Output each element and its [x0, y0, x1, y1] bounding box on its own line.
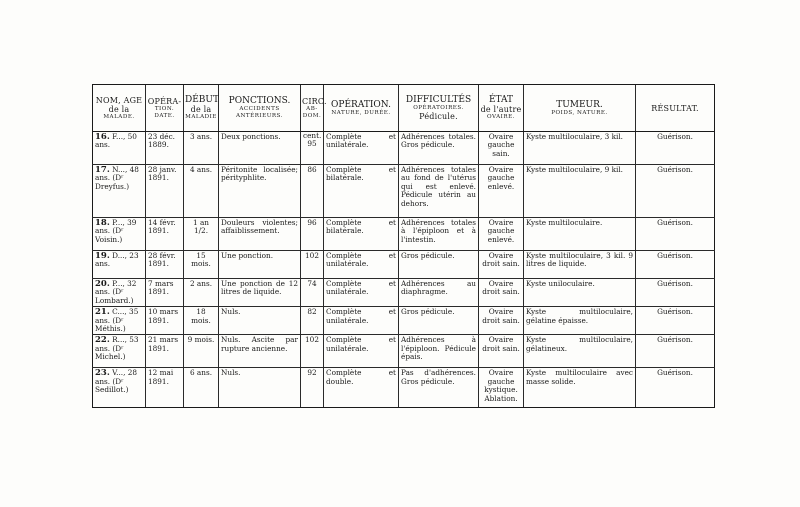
cell-patient	[93, 368, 146, 408]
cell-tumeur: Kyste multiloculaire avec masse solide.	[524, 368, 636, 408]
cell-circ	[301, 132, 324, 165]
header-line: de l'autre	[480, 105, 522, 114]
cell-debut: 4 ans.	[184, 165, 219, 218]
header-line: de la	[108, 104, 130, 114]
header-line: MALADIE	[185, 114, 217, 120]
case-number: 17.	[95, 165, 110, 175]
col-header-ponctions	[219, 85, 301, 132]
cell-patient	[93, 218, 146, 251]
cell-debut: 1 an 1/2.	[184, 218, 219, 251]
table-header	[93, 85, 715, 132]
header-line: DÉBUT	[185, 95, 219, 105]
header-line: DATE.	[154, 112, 175, 119]
cell-patient	[93, 165, 146, 218]
cell-resultat: Guérison.	[636, 335, 715, 368]
cell-circ: 96	[301, 218, 324, 251]
header-line: OPÉRA-	[147, 96, 182, 106]
header-line: AB-	[306, 105, 318, 112]
cell-operation: Complète et bilatérale.	[324, 218, 399, 251]
patient-name: N..., 48 ans. (Dʳ Dreyfus.)	[95, 165, 139, 191]
cell-difficultes: Gros pédicule.	[399, 307, 479, 335]
col-header-operation	[324, 85, 399, 132]
cell-tumeur: Kyste multiloculaire, 3 kil. 9 litres de liquide.	[524, 251, 636, 279]
header-line: RÉSULTAT.	[651, 103, 699, 113]
cell-tumeur: Kyste multiloculaire, gélatine épaisse.	[524, 307, 636, 335]
cell-operation: Complète et unilatérale.	[324, 251, 399, 279]
cell-patient	[93, 251, 146, 279]
table-row	[93, 279, 715, 307]
cell-etat: Ovaire gauche enlevé.	[479, 165, 524, 218]
header-line: OPÉRATOIRES.	[413, 105, 464, 111]
patient-name: F..., 50 ans.	[95, 132, 137, 150]
header-row	[93, 85, 715, 132]
col-header-etat	[479, 85, 524, 132]
header-line: DIFFICULTÉS	[405, 95, 472, 105]
cell-date: 28 févr. 1891.	[146, 251, 184, 279]
cell-operation: Complète et unilatérale.	[324, 279, 399, 307]
header-line: Pédicule.	[419, 112, 458, 121]
col-header-debut	[184, 85, 219, 132]
cell-circ: 102	[301, 335, 324, 368]
cell-difficultes: Adhérences totales à l'épiploon et à l'intestin.	[399, 218, 479, 251]
header-line: OVAIRE.	[487, 114, 515, 120]
case-number: 19.	[95, 251, 110, 261]
cell-circ: 82	[301, 307, 324, 335]
case-number: 21.	[95, 307, 110, 318]
unit-label: cent.	[303, 131, 322, 140]
cell-etat: Ovaire gauche sain.	[479, 132, 524, 165]
cell-etat: Ovaire droit sain.	[479, 251, 524, 279]
header-line: ACCIDENTS	[239, 106, 280, 112]
cell-ponctions: Deux ponctions.	[219, 132, 301, 165]
col-header-name	[93, 85, 146, 132]
case-number: 20.	[95, 279, 110, 289]
cell-ponctions: Douleurs violentes; affaiblissement.	[219, 218, 301, 251]
cell-ponctions: Une ponction de 12 litres de liquide.	[219, 279, 301, 307]
table-row	[93, 368, 715, 408]
header-line: OPÉRATION.	[331, 99, 391, 110]
cell-resultat: Guérison.	[636, 368, 715, 408]
cell-tumeur: Kyste multiloculaire.	[524, 218, 636, 251]
cell-resultat: Guérison.	[636, 165, 715, 218]
cell-difficultes: Adhérences totales au fond de l'utérus qui est enlevé. Pédicule utérin au dehors.	[399, 165, 479, 218]
col-header-tumeur	[524, 85, 636, 132]
cell-date: 10 mars 1891.	[146, 307, 184, 335]
table-row	[93, 165, 715, 218]
cell-ponctions: Péritonite localisée; pérityphlite.	[219, 165, 301, 218]
cell-difficultes: Adhérences à l'épiploon. Pédicule épais.	[399, 335, 479, 368]
cell-resultat: Guérison.	[636, 279, 715, 307]
table-row	[93, 307, 715, 335]
cell-ponctions: Nuls. Ascite par rupture ancienne.	[219, 335, 301, 368]
cell-resultat: Guérison.	[636, 307, 715, 335]
cell-ponctions: Nuls.	[219, 368, 301, 408]
cell-debut: 2 ans.	[184, 279, 219, 307]
cell-date: 23 déc. 1889.	[146, 132, 184, 165]
cell-difficultes: Pas d'adhérences. Gros pédicule.	[399, 368, 479, 408]
patient-name: D..., 23 ans.	[95, 251, 139, 269]
cell-circ: 92	[301, 368, 324, 408]
header-line: CIRC.	[302, 96, 327, 106]
cell-etat: Ovaire droit sain.	[479, 279, 524, 307]
cell-patient	[93, 279, 146, 307]
patient-name: R..., 53 ans. (Dʳ Michel.)	[95, 335, 139, 362]
circ-value: 95	[307, 139, 317, 149]
cell-etat: Ovaire droit sain.	[479, 335, 524, 368]
case-number: 23.	[95, 368, 110, 379]
patient-name: P..., 39 ans. (Dʳ Voisin.)	[95, 218, 137, 244]
cell-difficultes: Adhérences totales. Gros pédicule.	[399, 132, 479, 165]
cell-operation: Complète et unilatérale.	[324, 132, 399, 165]
cell-tumeur: Kyste multiloculaire, gélatineux.	[524, 335, 636, 368]
cell-debut: 6 ans.	[184, 368, 219, 408]
cell-etat: Ovaire droit sain.	[479, 307, 524, 335]
cell-debut: 9 mois.	[184, 335, 219, 368]
cell-etat: Ovaire gauche kystique. Ablation.	[479, 368, 524, 408]
col-header-resultat	[636, 85, 715, 132]
cell-date: 12 mai 1891.	[146, 368, 184, 408]
patient-name: C..., 35 ans. (Dʳ Méthis.)	[95, 307, 139, 334]
cell-resultat: Guérison.	[636, 251, 715, 279]
cell-resultat: Guérison.	[636, 218, 715, 251]
cell-debut: 15 mois.	[184, 251, 219, 279]
header-line: NOM, AGE	[95, 95, 143, 105]
ovariotomy-table	[92, 84, 715, 408]
cell-ponctions: Nuls.	[219, 307, 301, 335]
cell-debut: 18 mois.	[184, 307, 219, 335]
cell-date: 28 janv. 1891.	[146, 165, 184, 218]
header-line: ANTÉRIEURS.	[235, 113, 284, 119]
cell-patient	[93, 307, 146, 335]
cell-patient	[93, 132, 146, 165]
cell-date: 7 mars 1891.	[146, 279, 184, 307]
header-line: ÉTAT	[488, 95, 514, 105]
header-line: NATURE, DURÉE.	[331, 109, 391, 116]
cell-circ: 102	[301, 251, 324, 279]
header-line: POIDS, NATURE.	[551, 109, 608, 116]
col-header-circ	[301, 85, 327, 132]
cell-circ: 74	[301, 279, 324, 307]
cell-resultat: Guérison.	[636, 132, 715, 165]
header-line: de la	[190, 105, 212, 114]
table-row	[93, 218, 715, 251]
cell-difficultes: Adhérences au diaphragme.	[399, 279, 479, 307]
patient-name: V..., 28 ans. (Dʳ Sedillot.)	[95, 368, 138, 395]
col-header-date	[146, 85, 184, 132]
cell-ponctions: Une ponction.	[219, 251, 301, 279]
cell-operation: Complète et unilatérale.	[324, 307, 399, 335]
cell-circ: 86	[301, 165, 324, 218]
header-line: MALADE.	[103, 113, 135, 120]
case-number: 18.	[95, 218, 110, 228]
cell-operation: Complète et unilatérale.	[324, 335, 399, 368]
table-body	[93, 132, 715, 408]
col-header-difficultes	[399, 85, 479, 132]
cell-patient	[93, 335, 146, 368]
table-row	[93, 335, 715, 368]
cell-date: 14 févr. 1891.	[146, 218, 184, 251]
cell-difficultes: Gros pédicule.	[399, 251, 479, 279]
cell-operation: Complète et double.	[324, 368, 399, 408]
header-line: PONCTIONS.	[228, 96, 291, 106]
cell-debut: 3 ans.	[184, 132, 219, 165]
cell-tumeur: Kyste multiloculaire, 9 kil.	[524, 165, 636, 218]
patient-name: P..., 32 ans. (Dʳ Lombard.)	[95, 279, 137, 305]
header-line: TION.	[154, 105, 175, 112]
case-number: 16.	[95, 132, 110, 142]
cell-etat: Ovaire gauche enlevé.	[479, 218, 524, 251]
cell-date: 21 mars 1891.	[146, 335, 184, 368]
cell-operation: Complète et bilatérale.	[324, 165, 399, 218]
table-row	[93, 251, 715, 279]
case-number: 22.	[95, 335, 110, 346]
table-row	[93, 132, 715, 165]
cell-tumeur: Kyste multiloculaire, 3 kil.	[524, 132, 636, 165]
cell-tumeur: Kyste uniloculaire.	[524, 279, 636, 307]
header-line: DOM.	[302, 112, 322, 119]
header-line: TUMEUR.	[556, 99, 603, 110]
